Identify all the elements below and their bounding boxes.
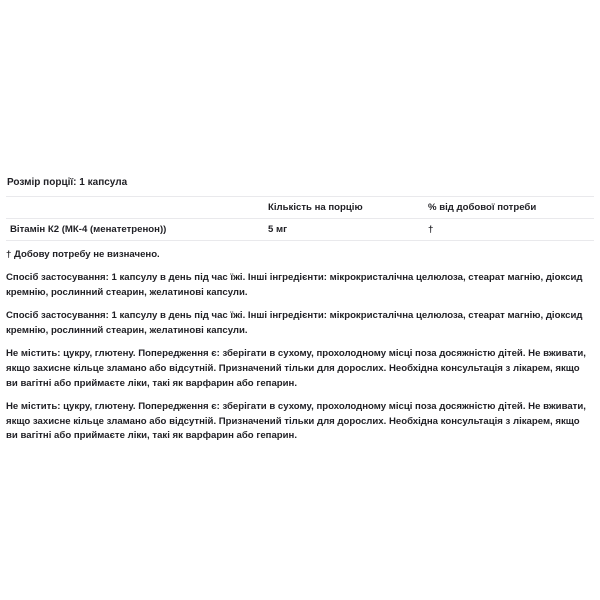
warning-paragraph: Не містить: цукру, глютену. Попередження є: зберігати в сухому, прохолодному місці поза досяжністю дітей. Не вживати, якщо захисне кільце зламано або відсутній. Призначений тільки для дорослих. Необхідна консультація з лікарем, якщо ви вагітні або приймаєте ліки, такі як варфарин або гепарин. — [6, 401, 586, 442]
supplement-facts — [6, 176, 594, 444]
warning-paragraph: Не містить: цукру, глютену. Попередження є: зберігати в сухому, прохолодному місці поза досяжністю дітей. Не вживати, якщо захисне кільце зламано або відсутній. Призначений тільки для дорослих. Необхідна консультація з лікарем, якщо ви вагітні або приймаєте ліки, такі як варфарин або гепарин. — [6, 348, 586, 389]
header-amount: Кількість на порцію — [264, 197, 424, 219]
usage-paragraph: Спосіб застосування: 1 капсулу в день під час їжі. Інші інгредієнти: мікрокристалічна целюлоза, стеарат магнію, діоксид кремнію, рослинний стеарин, желатинові капсули. — [6, 310, 583, 336]
usage-paragraph: Спосіб застосування: 1 капсулу в день під час їжі. Інші інгредієнти: мікрокристалічна целюлоза, стеарат магнію, діоксид кремнію, рослинний стеарин, желатинові капсули. — [6, 272, 583, 298]
table-row — [6, 219, 594, 241]
nutrition-table — [6, 196, 594, 241]
ingredient-name: Вітамін К2 (МК-4 (менатетренон)) — [6, 219, 264, 241]
ingredient-amount: 5 мг — [264, 219, 424, 241]
daily-value-note: † Добову потребу не визначено. — [6, 249, 160, 260]
header-daily-value: % від добової потреби — [424, 197, 594, 219]
header-ingredient — [6, 197, 264, 219]
table-header-row — [6, 197, 594, 219]
ingredient-daily-value: † — [424, 219, 594, 241]
serving-size: Розмір порції: 1 капсула — [7, 177, 128, 188]
